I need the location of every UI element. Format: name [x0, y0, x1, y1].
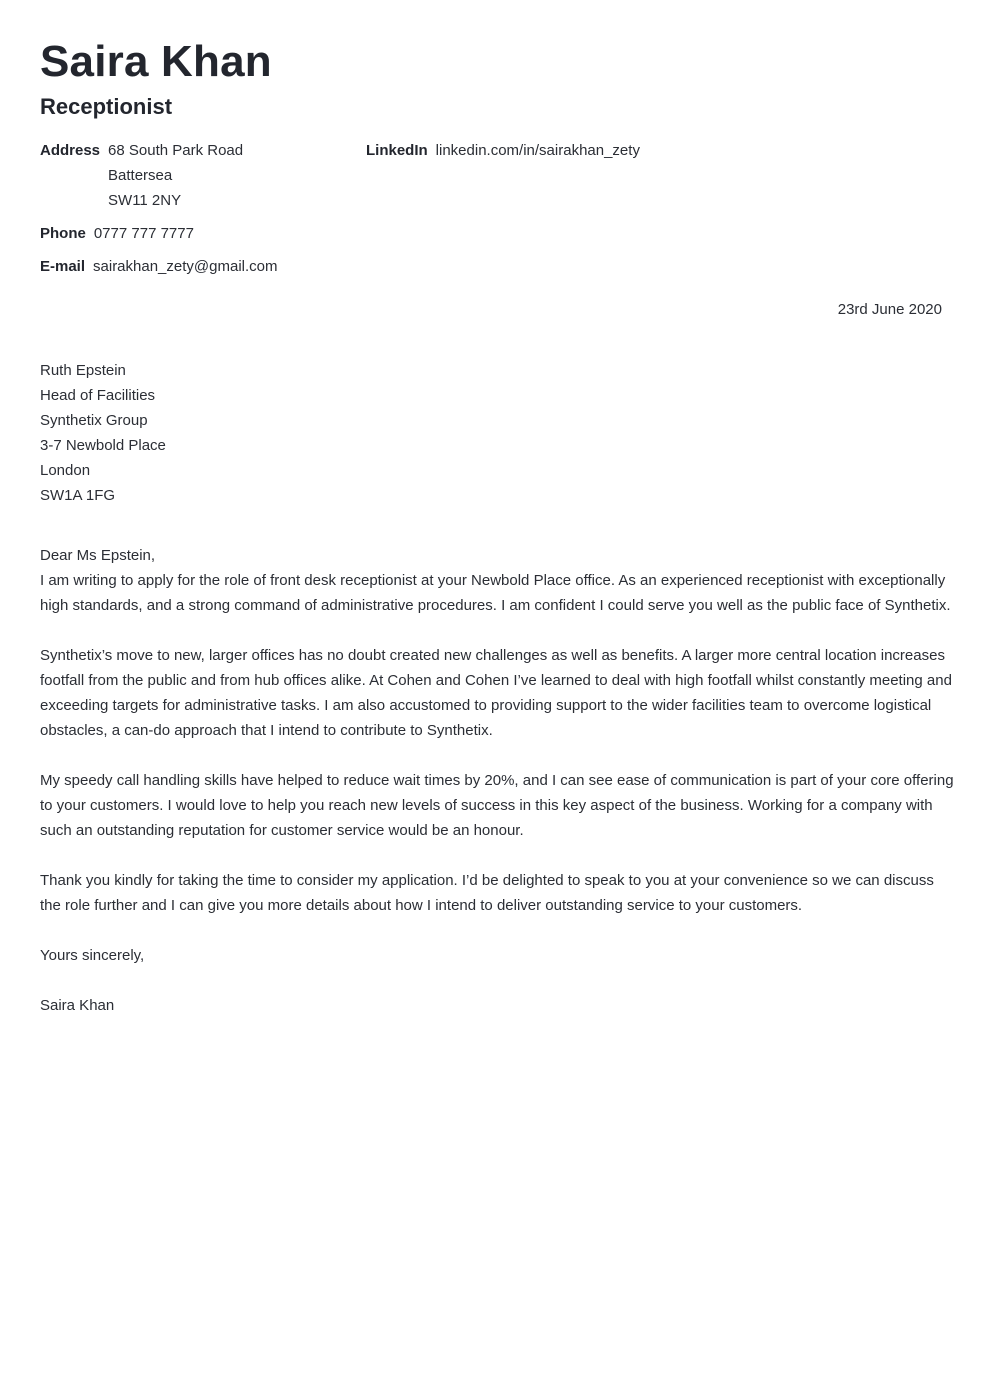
recipient-company: Synthetix Group: [40, 412, 148, 429]
letter-body: [40, 543, 955, 1043]
address-line: SW11 2NY: [108, 192, 182, 209]
linkedin-label: LinkedIn: [366, 142, 428, 159]
letter-signature: Saira Khan: [40, 997, 115, 1014]
contact-section: [40, 138, 950, 288]
address-value: [108, 138, 243, 213]
address-line: Battersea: [108, 167, 173, 184]
letter-paragraph: Thank you kindly for taking the time to consider my application. I’d be delighted to speak to you at your convenience so we can discuss the role further and I can give you more details about how I intend to deliver outstanding service to your customers.: [40, 872, 934, 914]
linkedin-link[interactable]: linkedin.com/in/sairakhan_zety: [435, 142, 640, 159]
letter-paragraph: Synthetix’s move to new, larger offices has no doubt created new challenges as well as benefits. A larger more central location increases footfall from the public and from hub offices alike. At Cohen and Cohen I’ve learned to deal with high footfall whilst constantly meeting and exceeding targets for administrative tasks. I am also accustomed to providing support to the wider facilities team to overcome logistical obstacles, a can-do approach that I intend to contribute to Synthetix.: [40, 647, 952, 739]
recipient-title: Head of Facilities: [40, 387, 156, 404]
recipient-city: London: [40, 462, 91, 479]
recipient-postcode: SW1A 1FG: [40, 487, 116, 504]
address-label: Address: [40, 142, 101, 159]
contact-linkedin: [366, 138, 640, 163]
letter-date: 23rd June 2020: [837, 301, 942, 318]
address-line: 68 South Park Road: [108, 142, 244, 159]
letter-closing: Yours sincerely,: [40, 947, 145, 964]
phone-value[interactable]: 0777 777 7777: [93, 225, 194, 242]
phone-label: Phone: [40, 225, 86, 242]
applicant-role: Receptionist: [40, 94, 173, 119]
letter-paragraph: I am writing to apply for the role of front desk receptionist at your Newbold Place office. As an experienced receptionist with exceptionally high standards, and a strong command of administrative procedures. I am confident I could serve you well as the public face of Synthetix.: [40, 572, 951, 614]
recipient-block: [40, 358, 166, 508]
contact-address: [40, 138, 243, 213]
applicant-name: Saira Khan: [40, 37, 272, 86]
contact-email: [40, 254, 277, 279]
email-value[interactable]: sairakhan_zety@gmail.com: [93, 258, 278, 275]
recipient-name: Ruth Epstein: [40, 362, 126, 379]
email-label: E-mail: [40, 258, 86, 275]
recipient-street: 3-7 Newbold Place: [40, 437, 166, 454]
letter-paragraph: My speedy call handling skills have helped to reduce wait times by 20%, and I can see ease of communication is part of your core offering to your customers. I would love to help you reach new levels of success in this key aspect of the business. Working for a company with such an outstanding reputation for customer service would be an honour.: [40, 772, 954, 839]
contact-phone: [40, 221, 194, 246]
letter-greeting: Dear Ms Epstein,: [40, 547, 156, 564]
